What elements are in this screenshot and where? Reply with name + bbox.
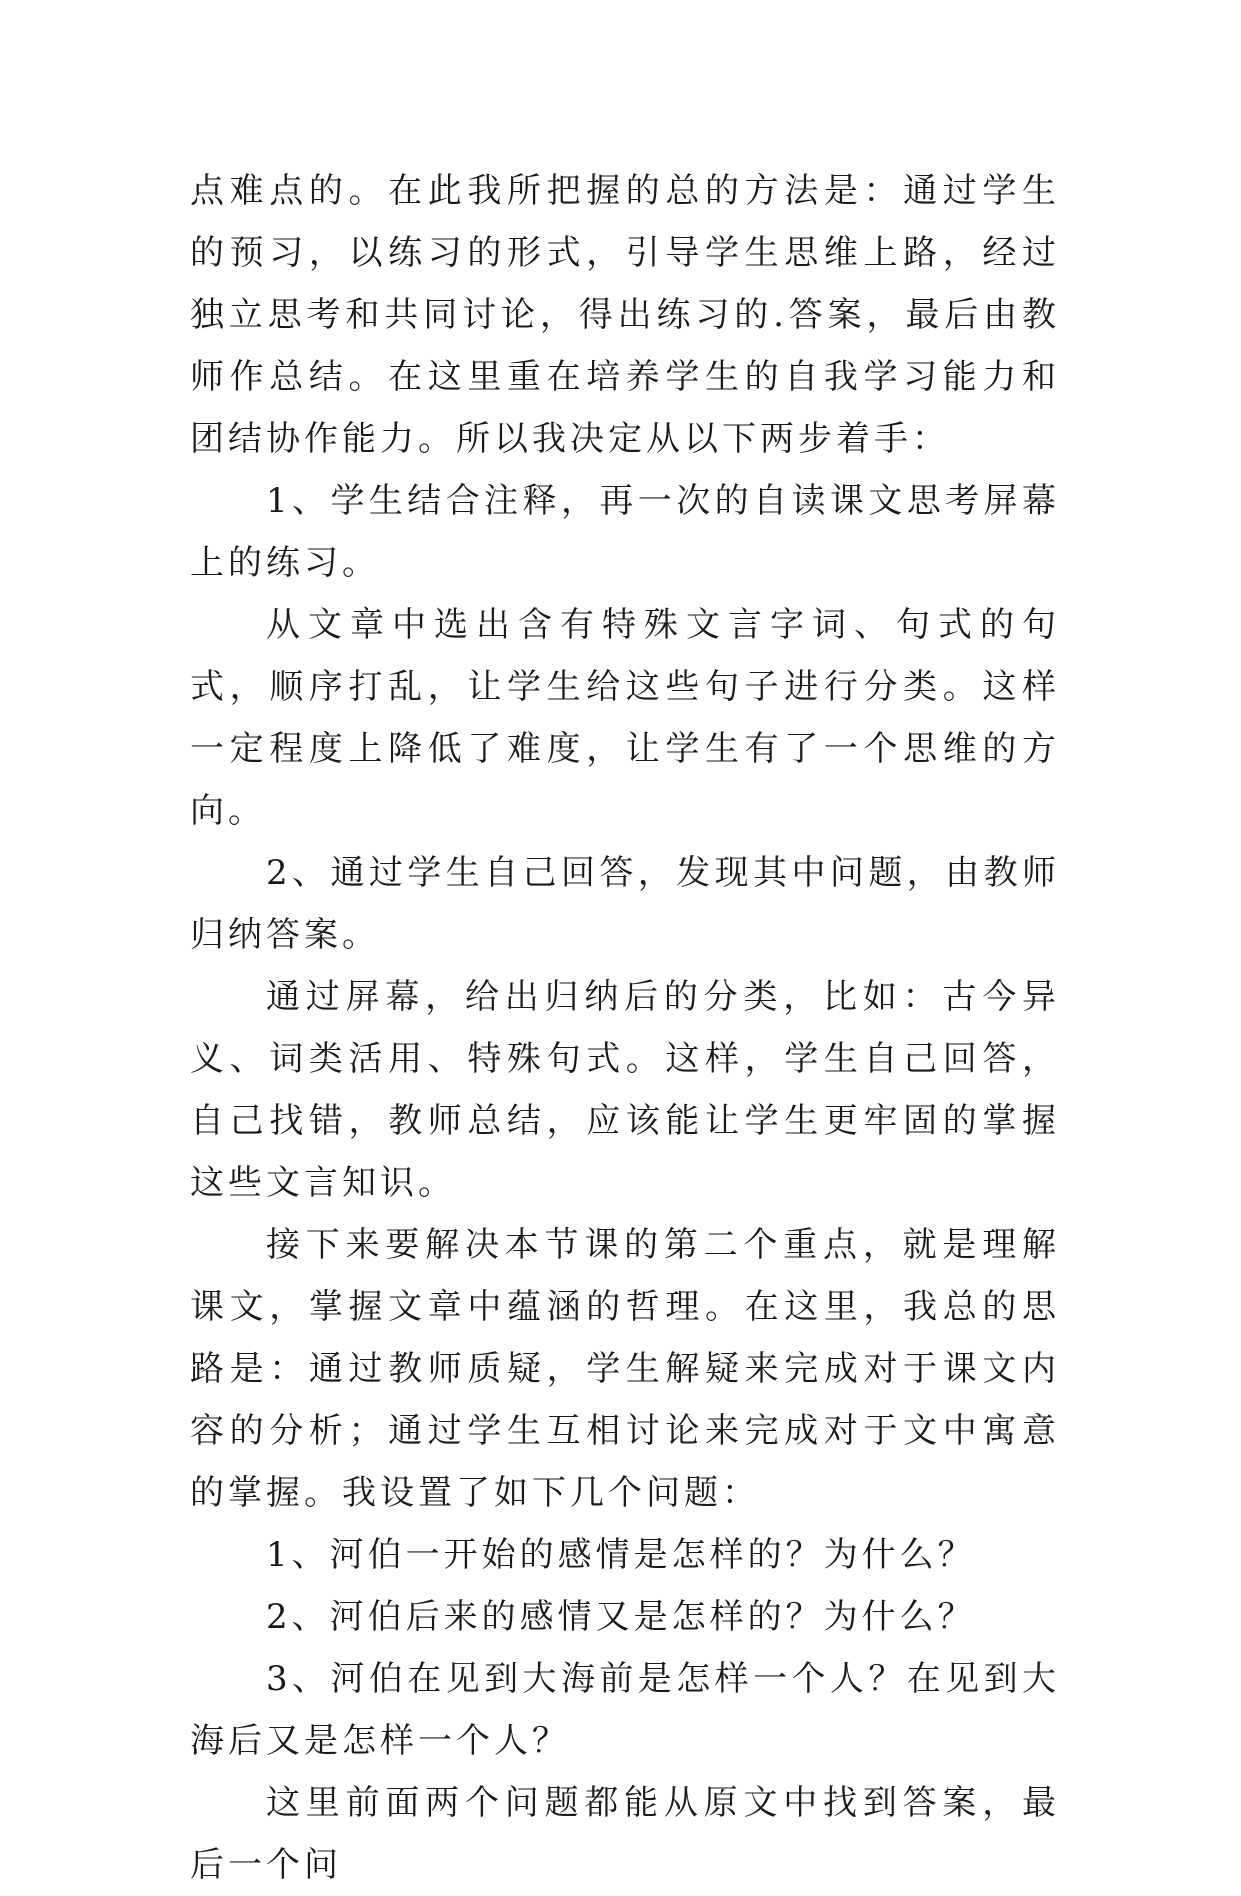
paragraph-5: 通过屏幕，给出归纳后的分类，比如：古今异义、词类活用、特殊句式。这样，学生自己回答，自己找错，教师总结，应该能让学生更牢固的掌握这些文言知识。 [190, 977, 1060, 1203]
paragraph-10: 这里前面两个问题都能从原文中找到答案，最后一个问 [190, 1783, 1060, 1885]
paragraph-6: 接下来要解决本节课的第二个重点，就是理解课文，掌握文章中蕴涵的哲理。在这里，我总的思路是：通过教师质疑，学生解疑来完成对于课文内容的分析；通过学生互相讨论来完成对于文中寓意的掌握。我设置了如下几个问题： [190, 1225, 1060, 1513]
document-body [190, 160, 1060, 1896]
paragraph-1: 点难点的。在此我所把握的总的方法是：通过学生的预习，以练习的形式，引导学生思维上路，经过独立思考和共同讨论，得出练习的.答案，最后由教师作总结。在这里重在培养学生的自我学习能力和团结协作能力。所以我决定从以下两步着手： [190, 171, 1060, 459]
paragraph-7: 1、河伯一开始的感情是怎样的？为什么？ [266, 1535, 976, 1575]
paragraph-2: 1、学生结合注释，再一次的自读课文思考屏幕上的练习。 [190, 481, 1060, 583]
paragraph-4: 2、通过学生自己回答，发现其中问题，由教师归纳答案。 [190, 853, 1060, 955]
paragraph-9: 3、河伯在见到大海前是怎样一个人？在见到大海后又是怎样一个人？ [190, 1659, 1060, 1761]
paragraph-8: 2、河伯后来的感情又是怎样的？为什么？ [266, 1597, 976, 1637]
paragraph-3: 从文章中选出含有特殊文言字词、句式的句式，顺序打乱，让学生给这些句子进行分类。这样一定程度上降低了难度，让学生有了一个思维的方向。 [190, 605, 1060, 831]
